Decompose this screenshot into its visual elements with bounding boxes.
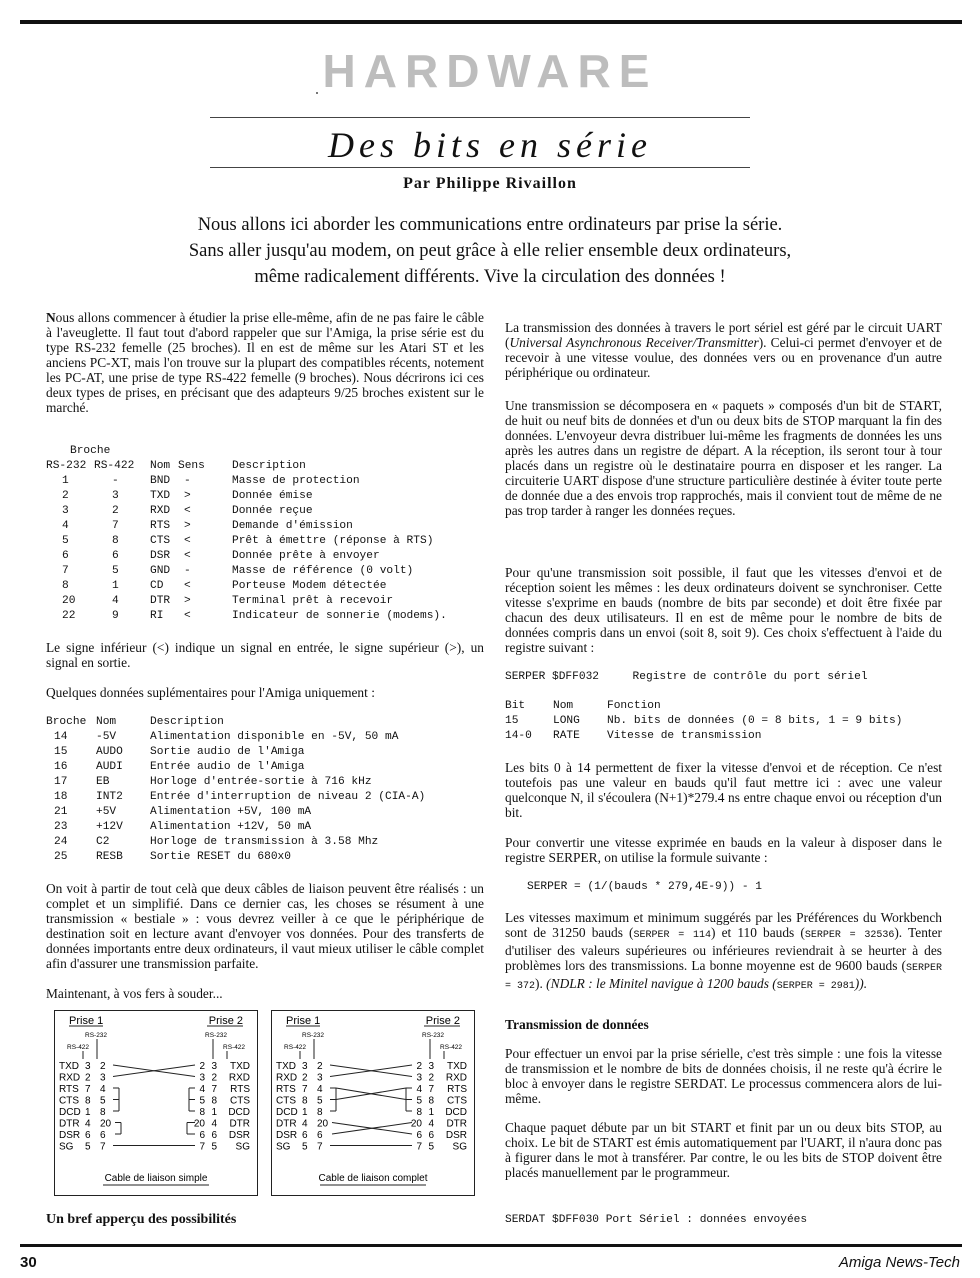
title-rule-bottom: [210, 167, 750, 168]
pin-table-row: [46, 550, 486, 565]
pin-table-row: [46, 520, 486, 535]
cell: CTS: [150, 535, 171, 547]
bit-table-row: [505, 730, 942, 745]
right-signal: CTS: [230, 1095, 250, 1107]
left-signal: DSR: [276, 1130, 298, 1141]
cell: 1: [112, 580, 119, 592]
right-signal: RTS: [230, 1084, 250, 1095]
cell: C2: [96, 836, 110, 848]
cell: Donnée prête à envoyer: [232, 550, 380, 562]
left-signal: RXD: [276, 1072, 298, 1084]
cell: RXD: [150, 505, 171, 517]
cell: 14: [54, 731, 68, 743]
right-pin232: 6: [199, 1130, 205, 1141]
cell: 24: [54, 836, 68, 848]
left-intro: [46, 310, 484, 415]
intro-text: ous allons commencer à étudier la prise elle-même, afin de ne pas faire le câble à l'aveuglette. Il faut tout d'abord rappeler que sur l'Amiga, la prise série est du type RS-232 femelle (25 broches). Il en est de même sur les Atari ST et les anciens PC-XT, mais l'on trouve sur la plupart des compatibles récents, notement les PC-AT, une prise de type RS-422 femelle (9 broches). Nous décrirons ici ces deux types de prises, en précisant que des adapteurs 9/25 broches existent sur le marché.: [46, 310, 484, 415]
left-pin232: 3: [100, 1072, 106, 1084]
cell: 23: [54, 821, 68, 833]
pin-table-header: [46, 460, 486, 475]
left-signal: DSR: [59, 1130, 81, 1141]
left-pin422: 8: [85, 1095, 91, 1107]
right-pin422: 6: [211, 1130, 217, 1141]
cell: +12V: [96, 821, 123, 833]
cell: 22: [62, 610, 76, 622]
left-pin422: 1: [85, 1107, 91, 1118]
cell: DSR: [150, 550, 171, 562]
cell: 21: [54, 806, 68, 818]
cell: Sortie audio de l'Amiga: [150, 746, 305, 758]
left-pin232: 8: [317, 1107, 323, 1118]
left-pin422: 8: [302, 1095, 308, 1107]
cell: Demande d'émission: [232, 520, 353, 532]
cell: 6: [112, 550, 119, 562]
right-signal: DTR: [446, 1118, 467, 1130]
cell: Alimentation +5V, 100 mA: [150, 806, 312, 818]
cell: <: [184, 550, 191, 562]
cell: 15: [54, 746, 68, 758]
left-signal: SG: [276, 1141, 291, 1153]
right-pin232: 6: [416, 1130, 422, 1141]
right-signal: DCD: [228, 1107, 250, 1118]
formula: SERPER = (1/(bauds * 279,4E-9)) - 1: [527, 881, 762, 893]
left-pin232: 4: [317, 1084, 323, 1095]
right-p3: Pour qu'une transmission soit possible, il faut que les vitesses d'envoi et de réception soient les mêmes : les deux ordinateurs doivent se synchroniser. Cette vitesse s'exprime en bauds (nombre de bits par seconde) et doit être fixée par chacun des deux utilisateurs. Il en est de même pour le nombre de bits de données compris dans un envoi (soit 8, soit 9). Ces choix s'effectuent à l'aide du registre suivant :: [505, 565, 942, 655]
amiga-table-row: [46, 746, 486, 761]
diagram-complet: [271, 1010, 475, 1196]
right-pin422: 3: [211, 1061, 217, 1072]
col-header: Fonction: [607, 700, 661, 712]
cell: EB: [96, 776, 110, 788]
para-solder: Maintenant, à vos fers à souder...: [46, 986, 223, 1001]
right-signal: SG: [452, 1141, 467, 1153]
magazine-name: Amiga News-Tech: [838, 1254, 960, 1271]
right-pin422: 8: [428, 1095, 434, 1107]
cell: Alimentation +12V, 50 mA: [150, 821, 312, 833]
left-signal: SG: [59, 1141, 74, 1153]
cell: Terminal prêt à recevoir: [232, 595, 394, 607]
cable-diagram-simple: [55, 1011, 257, 1195]
cell: 16: [54, 761, 68, 773]
right-p6: Les vitesses maximum et minimum suggérés par les Préférences du Workbench sont de 31250 bauds (SERPER = 114) et 110 bauds (SERPER = 32536). Tenter d'utiliser des valeurs supérieures ou inférieures reviendrait à se heurter à des problèmes lors des transmissions. La bonne moyenne est de 9600 bauds (SERPER = 372). (NDLR : le Minitel navigue à 1200 bauds (SERPER = 2981)).: [505, 910, 943, 992]
left-pin422: 7: [85, 1084, 91, 1095]
left-signal: RXD: [59, 1072, 81, 1084]
pin-table: [46, 445, 486, 625]
col-header: Sens: [178, 460, 205, 472]
para-cables: On voit à partir de tout celà que deux câbles de liaison peuvent être réalisés : un complet et un simplifié. Dans ce dernier cas, les choses se résument à une transmission « bestiale » : vous devrez veiller à ce que le périphérique de destination soit en lecture avant d'envoyer vos données. Pour des transferts de données importants entre deux ordinateurs, il vaut mieux utiliser le câble complet afin d'assurer une transmission parfaite.: [46, 881, 484, 971]
bottom-rule: [20, 1244, 962, 1247]
left-signal: RTS: [276, 1084, 296, 1095]
cell: 9: [112, 610, 119, 622]
cell: AUDI: [96, 761, 123, 773]
cell: 3: [62, 505, 69, 517]
rs422-label: RS-422: [223, 1044, 246, 1051]
col-header: RS-422: [94, 460, 135, 472]
lead-line: Nous allons ici aborder les communications entre ordinateurs par prise la série.: [197, 215, 783, 235]
diagram-simple: [54, 1010, 258, 1196]
cell: 7: [62, 565, 69, 577]
right-pin422: 7: [428, 1084, 434, 1095]
cell: Entrée d'interruption de niveau 2 (CIA-A): [150, 791, 426, 803]
col-header: Nom: [96, 716, 117, 728]
cell: -: [184, 475, 191, 487]
right-pin422: 5: [428, 1141, 434, 1153]
right-p2: Une transmission se décomposera en « paquets » composés d'un bit de START, de huit ou neuf bits de données et d'un ou deux bits de STOP marquant la fin des données. L'envoyeur devra distribuer lui-même les fragments de données les uns après les autres dans un registre de départ. A la réception, ils seront tour à tour placés dans un registre où le destinataire pourra en disposer et les ranger. La circuiterie UART dispose d'une structure particulière destinée à éviter toute perte de donnée due a des envois trop rapprochés, mais il convient tout de même de ne pas trop tarder à ranger les données reçues.: [505, 398, 942, 518]
right-pin422: 2: [428, 1072, 434, 1084]
left-pin232: 8: [100, 1107, 106, 1118]
cell: Vitesse de transmission: [607, 730, 762, 742]
cell: Horloge d'entrée-sortie à 716 kHz: [150, 776, 372, 788]
bottom-heading: Un bref apperçu des possibilités: [46, 1212, 237, 1227]
prise1-label: Prise 1: [69, 1015, 104, 1027]
left-pin422: 4: [85, 1118, 91, 1130]
amiga-table-row: [46, 791, 486, 806]
right-pin422: 2: [211, 1072, 217, 1084]
cell: LONG: [553, 715, 580, 727]
rs232-label: RS-232: [302, 1032, 325, 1039]
right-pin422: 4: [428, 1118, 434, 1130]
left-pin232: 7: [317, 1141, 323, 1153]
right-pin422: 6: [428, 1130, 434, 1141]
amiga-table: [46, 716, 486, 866]
left-pin422: 7: [302, 1084, 308, 1095]
amiga-table-header: [46, 716, 486, 731]
cell: -: [184, 565, 191, 577]
cell: <: [184, 505, 191, 517]
article-title: Des bits en série: [328, 125, 652, 165]
left-signal: DCD: [59, 1107, 81, 1118]
left-pin232: 5: [317, 1095, 323, 1107]
right-signal: CTS: [447, 1095, 467, 1107]
amiga-table-row: [46, 806, 486, 821]
right-pin422: 1: [428, 1107, 434, 1118]
cell: TXD: [150, 490, 171, 502]
cell: 25: [54, 851, 68, 863]
cell: 5: [62, 535, 69, 547]
serper-register: SERPER $DFF032 Registre de contrôle du port sériel: [505, 671, 868, 683]
cell: Masse de référence (0 volt): [232, 565, 414, 577]
cell: RTS: [150, 520, 171, 532]
right-pin232: 2: [416, 1061, 422, 1072]
title-rule-top: [210, 117, 750, 118]
cell: 2: [62, 490, 69, 502]
left-pin422: 6: [302, 1130, 308, 1141]
right-pin422: 4: [211, 1118, 217, 1130]
right-pin232: 2: [199, 1061, 205, 1072]
right-pin232: 3: [199, 1072, 205, 1084]
left-pin232: 7: [100, 1141, 106, 1153]
right-p7: Pour effectuer un envoi par la prise sérielle, c'est très simple : une fois la vitesse de transmission et le nombre de bits de données choisis, il ne reste qu'à écrire le bloc à envoyer dans le registre SERDAT. Le processus commencera alors de lui-même.: [505, 1046, 942, 1106]
right-signal: DSR: [228, 1130, 250, 1141]
cell: +5V: [96, 806, 117, 818]
right-p5: Pour convertir une vitesse exprimée en bauds en la valeur à disposer dans le registre SERPER, on utilise la formule suivante :: [505, 835, 942, 865]
serdat-register: SERDAT $DFF030 Port Sériel : données envoyées: [505, 1214, 808, 1226]
cell: INT2: [96, 791, 123, 803]
byline: Par Philippe Rivaillon: [403, 175, 577, 192]
cell: 8: [62, 580, 69, 592]
cell: 20: [62, 595, 76, 607]
left-pin422: 3: [85, 1061, 91, 1072]
right-pin422: 1: [211, 1107, 217, 1118]
left-pin232: 6: [100, 1130, 106, 1141]
cell: 17: [54, 776, 68, 788]
right-signal: DSR: [445, 1130, 467, 1141]
cell: >: [184, 520, 191, 532]
rs232-label: RS-232: [205, 1032, 228, 1039]
right-signal: RTS: [447, 1084, 467, 1095]
right-signal: TXD: [230, 1061, 250, 1072]
left-pin232: 5: [100, 1095, 106, 1107]
cell: Nb. bits de données (0 = 8 bits, 1 = 9 bits): [607, 715, 903, 727]
cell: BND: [150, 475, 171, 487]
right-p8: Chaque paquet débute par un bit START et finit par un ou deux bits STOP, au choix. Le bit de START est émis automatiquement par l'UART, il n'aura donc pas à figurer dans le mot à transférer. Par contre, le ou les bits de STOP doivent être placés manuellement par le programmeur.: [505, 1120, 942, 1180]
amiga-table-row: [46, 836, 486, 851]
bit-table-row: [505, 715, 942, 730]
cell: 15: [505, 715, 519, 727]
amiga-table-row: [46, 776, 486, 791]
lead-line: Sans aller jusqu'au modem, on peut grâce à elle relier ensemble deux ordinateurs,: [188, 241, 792, 261]
right-pin232: 5: [199, 1095, 205, 1107]
left-pin422: 1: [302, 1107, 308, 1118]
cell: 4: [62, 520, 69, 532]
diagram-caption: Cable de liaison complet: [318, 1173, 428, 1184]
right-pin232: 8: [199, 1107, 205, 1118]
left-pin232: 2: [317, 1061, 323, 1072]
rs232-label: RS-232: [422, 1032, 445, 1039]
cell: Alimentation disponible en -5V, 50 mA: [150, 731, 399, 743]
bit-table: [505, 700, 942, 745]
right-heading: Transmission de données: [505, 1017, 649, 1032]
cell: 1: [62, 475, 69, 487]
right-pin422: 8: [211, 1095, 217, 1107]
rs232-label: RS-232: [85, 1032, 108, 1039]
right-pin232: 7: [416, 1141, 422, 1153]
left-pin422: 2: [85, 1072, 91, 1084]
para-extra: Quelques données suplémentaires pour l'Amiga uniquement :: [46, 685, 375, 700]
left-pin232: 20: [100, 1118, 112, 1130]
cell: Entrée audio de l'Amiga: [150, 761, 305, 773]
rs422-label: RS-422: [284, 1044, 307, 1051]
cell: Horloge de transmission à 3.58 Mhz: [150, 836, 379, 848]
para-signs: Le signe inférieur (<) indique un signal en entrée, le signe supérieur (>), un signal en sortie.: [46, 640, 484, 670]
page-number: 30: [20, 1254, 37, 1271]
cell: 14-0: [505, 730, 532, 742]
cell: >: [184, 490, 191, 502]
pin-table-row: [46, 595, 486, 610]
cell: 2: [112, 505, 119, 517]
cell: AUDO: [96, 746, 123, 758]
right-pin232: 3: [416, 1072, 422, 1084]
cell: RATE: [553, 730, 580, 742]
pin-table-row: [46, 610, 486, 625]
drop-letter: N: [46, 310, 56, 325]
pin-table-row: [46, 490, 486, 505]
amiga-table-row: [46, 761, 486, 776]
pin-table-row: [46, 580, 486, 595]
left-pin422: 5: [302, 1141, 308, 1153]
left-pin422: 5: [85, 1141, 91, 1153]
pin-table-row: [46, 505, 486, 520]
left-signal: TXD: [59, 1061, 79, 1072]
cell: -5V: [96, 731, 117, 743]
left-pin232: 2: [100, 1061, 106, 1072]
pin-table-row: [46, 535, 486, 550]
cell: CD: [150, 580, 164, 592]
left-signal: CTS: [59, 1095, 79, 1107]
left-pin422: 4: [302, 1118, 308, 1130]
cell: Sortie RESET du 680x0: [150, 851, 291, 863]
rs422-label: RS-422: [67, 1044, 90, 1051]
amiga-table-row: [46, 821, 486, 836]
right-pin232: 4: [416, 1084, 422, 1095]
cell: >: [184, 595, 191, 607]
cell: 5: [112, 565, 119, 577]
cell: RI: [150, 610, 164, 622]
prise2-label: Prise 2: [425, 1015, 460, 1027]
left-pin422: 2: [302, 1072, 308, 1084]
cell: 6: [62, 550, 69, 562]
top-rule: [20, 20, 962, 24]
cell: 7: [112, 520, 119, 532]
col-header: Description: [232, 460, 306, 472]
right-pin232: 8: [416, 1107, 422, 1118]
col-header: Nom: [150, 460, 171, 472]
left-pin422: 3: [302, 1061, 308, 1072]
right-p1: La transmission des données à travers le port sériel est géré par le circuit UART (Universal Asynchronous Receiver/Transmitter). Celui-ci permet d'envoyer et de recevoir à une vitesse voulue, des données vers ou en provenance d'un autre périphérique ou ordinateur.: [505, 320, 942, 380]
right-signal: TXD: [447, 1061, 467, 1072]
pin-table-row: [46, 565, 486, 580]
cell: Prêt à émettre (réponse à RTS): [232, 535, 434, 547]
diagram-caption: Cable de liaison simple: [104, 1173, 208, 1184]
cell: -: [112, 475, 119, 487]
right-pin422: 7: [211, 1084, 217, 1095]
col-header: RS-232: [46, 460, 87, 472]
bit-table-header: [505, 700, 942, 715]
left-signal: DTR: [276, 1118, 297, 1130]
cell: Donnée reçue: [232, 505, 313, 517]
right-signal: DTR: [229, 1118, 250, 1130]
cell: Indicateur de sonnerie (modems).: [232, 610, 447, 622]
left-pin232: 20: [317, 1118, 329, 1130]
amiga-table-row: [46, 731, 486, 746]
cell: Porteuse Modem détectée: [232, 580, 387, 592]
cell: Masse de protection: [232, 475, 360, 487]
lead-paragraph: [120, 212, 860, 290]
cell: Donnée émise: [232, 490, 313, 502]
left-signal: DTR: [59, 1118, 80, 1130]
left-signal: RTS: [59, 1084, 79, 1095]
cell: RESB: [96, 851, 123, 863]
col-header: Bit: [505, 700, 526, 712]
cell: <: [184, 535, 191, 547]
right-pin422: 5: [211, 1141, 217, 1153]
right-pin232: 20: [193, 1118, 205, 1130]
pin-table-row: [46, 475, 486, 490]
amiga-table-row: [46, 851, 486, 866]
left-signal: DCD: [276, 1107, 298, 1118]
left-pin232: 3: [317, 1072, 323, 1084]
section-title: HARDWARE: [322, 45, 658, 97]
cell: 18: [54, 791, 68, 803]
rs422-label: RS-422: [440, 1044, 463, 1051]
right-pin232: 5: [416, 1095, 422, 1107]
left-pin422: 6: [85, 1130, 91, 1141]
left-pin232: 4: [100, 1084, 106, 1095]
right-pin232: 7: [199, 1141, 205, 1153]
left-pin232: 6: [317, 1130, 323, 1141]
cell: 8: [112, 535, 119, 547]
right-signal: DCD: [445, 1107, 467, 1118]
col-header: Nom: [553, 700, 574, 712]
prise1-label: Prise 1: [286, 1015, 321, 1027]
cell: GND: [150, 565, 171, 577]
right-pin232: 20: [410, 1118, 422, 1130]
speck: [316, 92, 318, 94]
cell: <: [184, 610, 191, 622]
right-signal: SG: [235, 1141, 250, 1153]
left-signal: TXD: [276, 1061, 296, 1072]
cell: <: [184, 580, 191, 592]
right-pin232: 4: [199, 1084, 205, 1095]
right-pin422: 3: [428, 1061, 434, 1072]
col-header: Description: [150, 716, 224, 728]
cell: 3: [112, 490, 119, 502]
prise2-label: Prise 2: [208, 1015, 243, 1027]
right-signal: RXD: [445, 1072, 467, 1084]
right-p4: Les bits 0 à 14 permettent de fixer la vitesse d'envoi et de réception. Ce n'est toutefois pas une valeur en bauds qu'il faut mettre ici : avec une valeur quelconque N, il s'écoulera (N+1)*279.4 ns entre chaque envoi ou réception d'un bit.: [505, 760, 942, 820]
cell: DTR: [150, 595, 171, 607]
left-signal: CTS: [276, 1095, 296, 1107]
cable-diagram-complet: [272, 1011, 474, 1195]
pin-table-group-header: Broche: [70, 445, 111, 457]
lead-line: même radicalement différents. Vive la circulation des données !: [254, 267, 726, 287]
right-signal: RXD: [228, 1072, 250, 1084]
col-header: Broche: [46, 716, 87, 728]
cell: 4: [112, 595, 119, 607]
